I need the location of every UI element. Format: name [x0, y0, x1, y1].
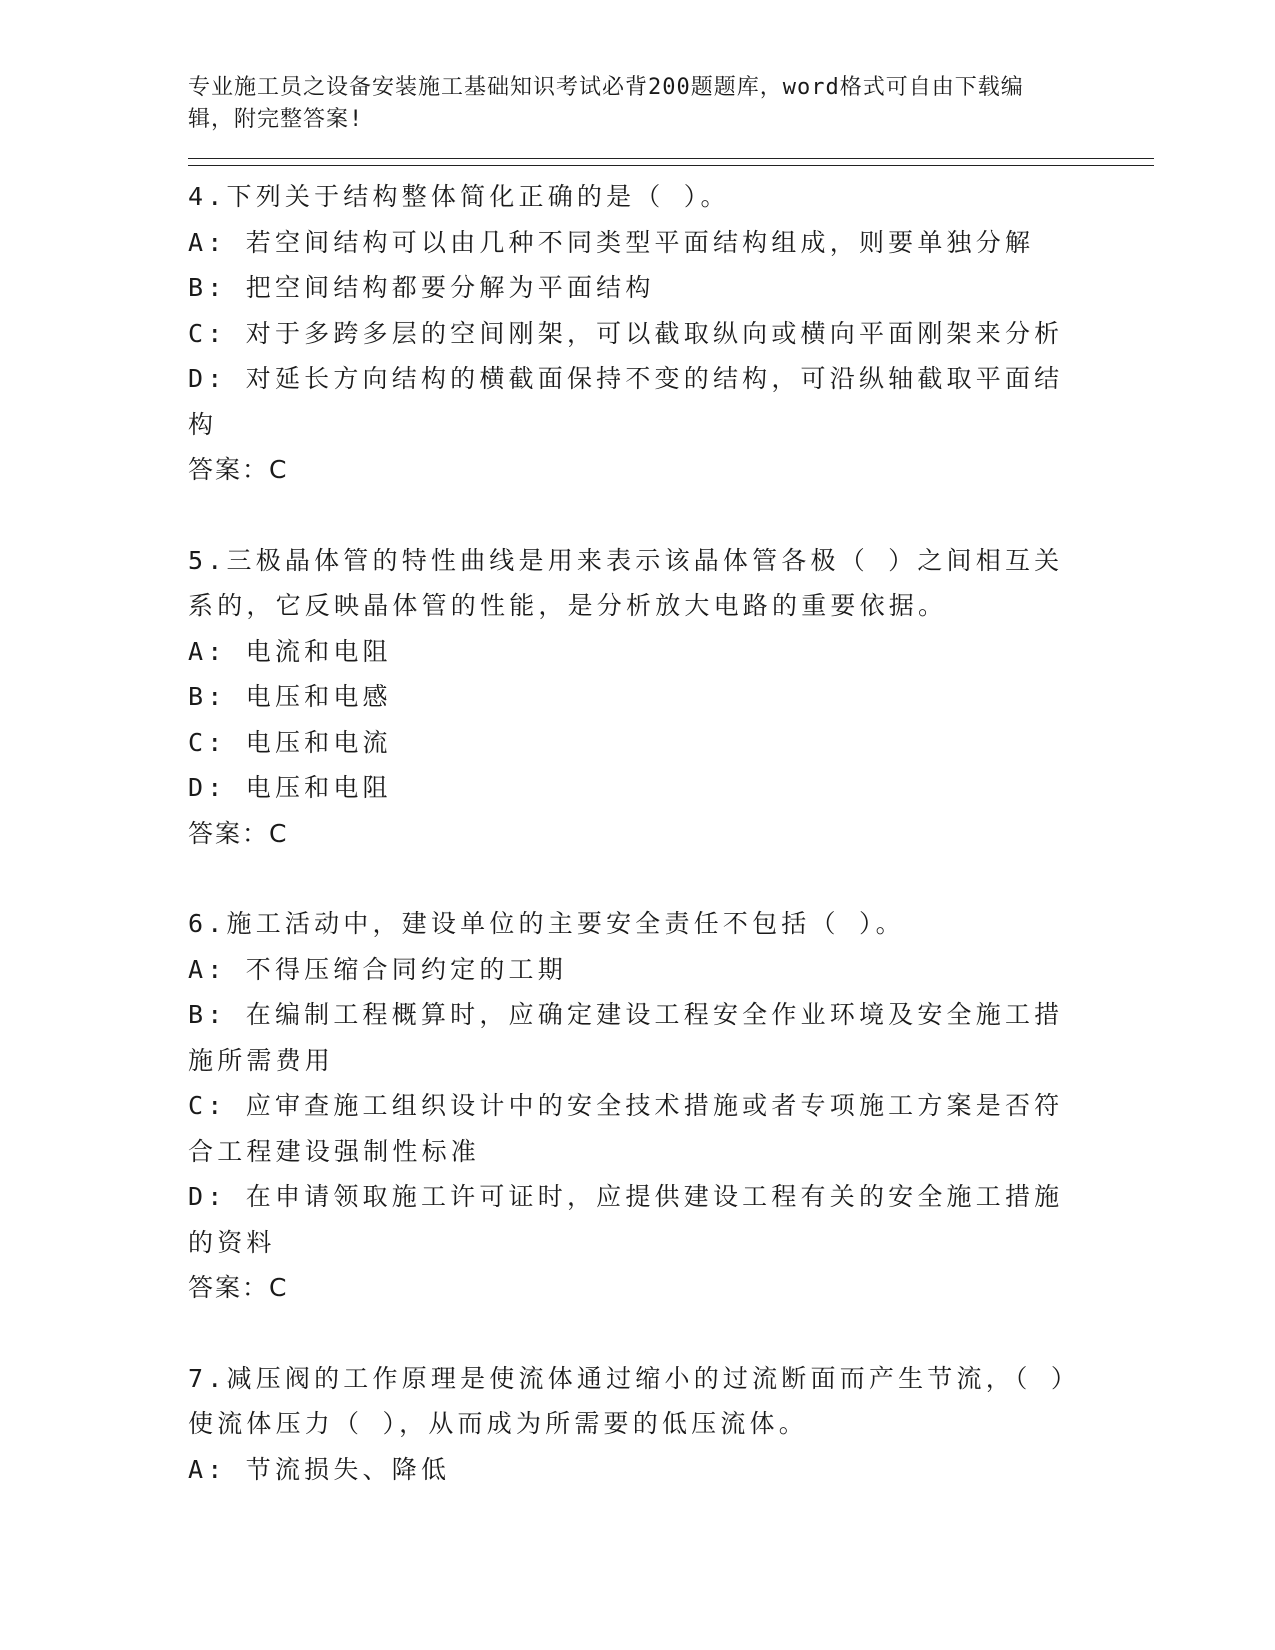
question-4: [188, 174, 1068, 493]
option-c: C: 电压和电流: [188, 727, 392, 757]
option-b: B: 把空间结构都要分解为平面结构: [188, 273, 655, 302]
question-stem: 5.三极晶体管的特性曲线是用来表示该晶体管各极（ ）之间相互关系的，它反映晶体管的性能，是分析放大电路的重要依据。: [188, 545, 1064, 620]
option-b: B: 电压和电感: [188, 682, 392, 711]
document-page: [188, 72, 1154, 1537]
option-d: D: 对延长方向结构的横截面保持不变的结构，可沿纵轴截取平面结构: [188, 364, 1064, 439]
option-d: D: 在申请领取施工许可证时，应提供建设工程有关的安全施工措施的资料: [188, 1182, 1064, 1257]
question-stem: 7.减压阀的工作原理是使流体通过缩小的过流断面而产生节流，（ ）使流体压力（ ），从而成为所需要的低压流体。: [188, 1363, 1068, 1438]
question-5: [188, 538, 1068, 857]
question-6: [188, 901, 1068, 1311]
option-a: A: 节流损失、降低: [188, 1454, 451, 1484]
option-a: A: 不得压缩合同约定的工期: [188, 954, 567, 984]
answer: 答案：C: [188, 1273, 289, 1302]
answer: 答案：C: [188, 455, 289, 484]
question-list: [188, 174, 1068, 1492]
question-7: [188, 1356, 1068, 1493]
document-header: 专业施工员之设备安装施工基础知识考试必背200题题库，word格式可自由下载编辑，附完整答案!: [188, 75, 1024, 132]
question-stem: 4.下列关于结构整体简化正确的是（ ）。: [188, 182, 730, 211]
question-stem: 6.施工活动中，建设单位的主要安全责任不包括（ ）。: [188, 909, 905, 938]
option-d: D: 电压和电阻: [188, 773, 392, 802]
header-double-rule: [188, 158, 1154, 166]
option-b: B: 在编制工程概算时，应确定建设工程安全作业环境及安全施工措施所需费用: [188, 1000, 1064, 1075]
option-c: C: 应审查施工组织设计中的安全技术措施或者专项施工方案是否符合工程建设强制性标准: [188, 1091, 1064, 1166]
option-c: C: 对于多跨多层的空间刚架，可以截取纵向或横向平面刚架来分析: [188, 318, 1064, 348]
answer: 答案：C: [188, 818, 289, 848]
option-a: A: 电流和电阻: [188, 636, 392, 666]
option-a: A: 若空间结构可以由几种不同类型平面结构组成，则要单独分解: [188, 227, 1035, 257]
